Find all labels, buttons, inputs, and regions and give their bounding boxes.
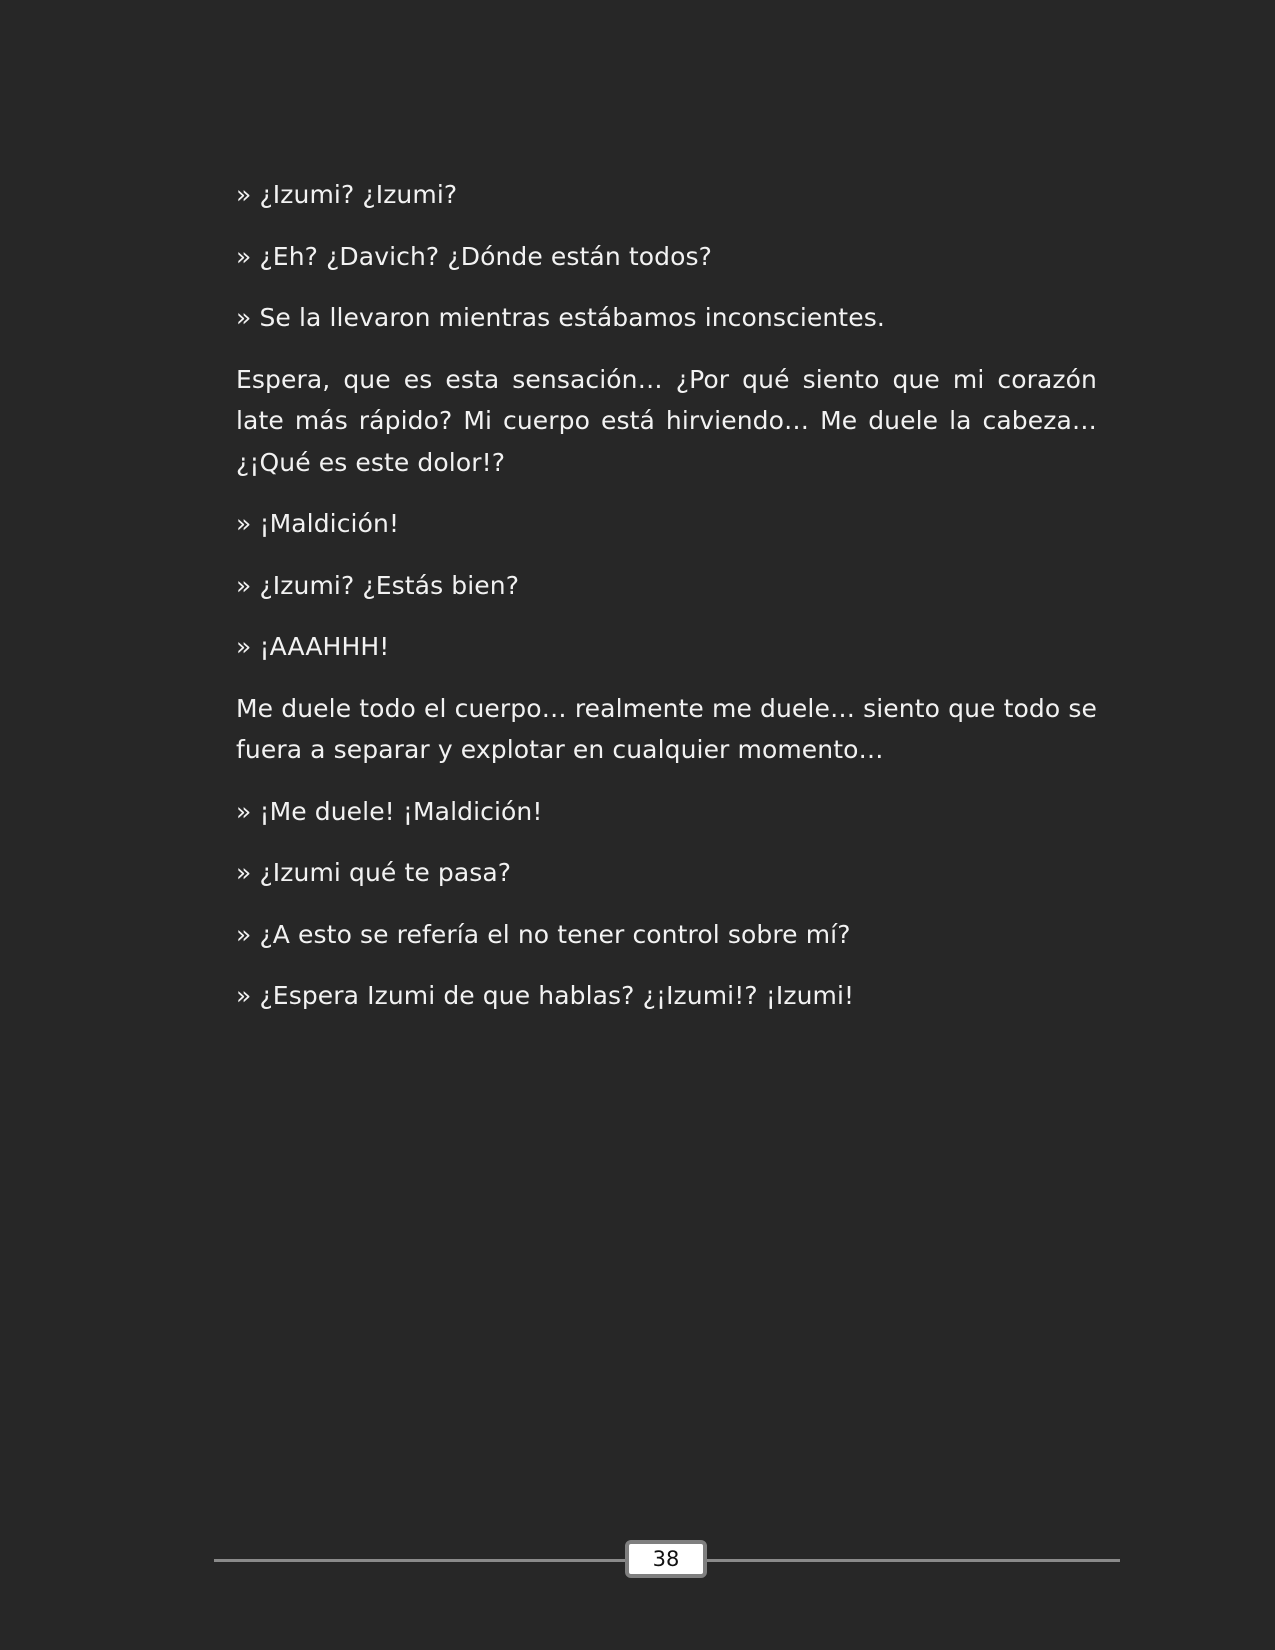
paragraph: » ¿A esto se refería el no tener control sobre mí?: [236, 919, 851, 949]
page-number-badge: [625, 1540, 707, 1578]
paragraph: » ¡AAAHHH!: [236, 632, 390, 661]
paragraph: Me duele todo el cuerpo… realmente me duele… siento que todo se fuera a separar y explotar en cualquier momento…: [236, 693, 1097, 764]
paragraph: » ¿Izumi? ¿Estás bien?: [236, 570, 520, 600]
paragraph: » Se la llevaron mientras estábamos inconscientes.: [236, 303, 885, 332]
page-number: 38: [652, 1547, 680, 1571]
paragraph: » ¿Izumi qué te pasa?: [236, 858, 512, 887]
paragraph: » ¡Maldición!: [236, 509, 400, 538]
paragraph: » ¡Me duele! ¡Maldición!: [236, 796, 543, 826]
paragraph: » ¿Eh? ¿Davich? ¿Dónde están todos?: [236, 241, 712, 271]
body-text: [236, 174, 1097, 1037]
paragraph: » ¿Espera Izumi de que hablas? ¿¡Izumi!? ¡Izumi!: [236, 981, 855, 1010]
paragraph: Espera, que es esta sensación… ¿Por qué siento que mi corazón late más rápido? Mi cuerpo está hirviendo… Me duele la cabeza… ¿¡Qué es este dolor!?: [236, 364, 1097, 477]
paragraph: » ¿Izumi? ¿Izumi?: [236, 180, 458, 209]
